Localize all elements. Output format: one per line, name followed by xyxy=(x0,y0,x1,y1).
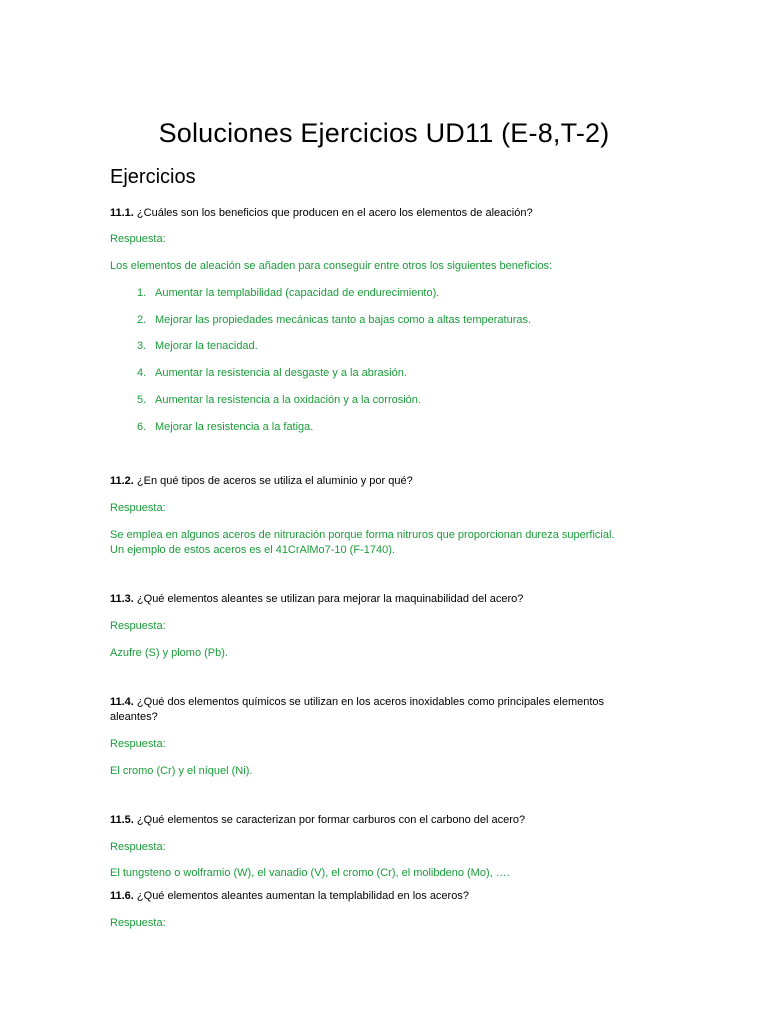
question-text: ¿Qué elementos aleantes aumentan la templabilidad en los aceros? xyxy=(133,890,469,902)
question-text: ¿Qué dos elementos químicos se utilizan en los aceros inoxidables como principales elementos xyxy=(133,696,605,708)
question-11-2 xyxy=(110,474,660,489)
question-number: 11.6. xyxy=(110,890,134,902)
answer-label: Respuesta: xyxy=(110,620,166,632)
question-number: 11.2. xyxy=(110,475,134,487)
answer-line: Azufre (S) y plomo (Pb). xyxy=(110,647,228,659)
question-text: ¿Qué elementos se caracterizan por formar carburos con el carbono del acero? xyxy=(133,814,526,826)
question-11-6 xyxy=(110,889,660,904)
question-text-continued: aleantes? xyxy=(110,711,158,723)
answer-line: Se emplea en algunos aceros de nitruración porque forma nitruros que proporcionan dureza superficial. xyxy=(110,529,615,541)
answer-line: Un ejemplo de estos aceros es el 41CrAlMo7-10 (F-1740). xyxy=(110,544,395,556)
answer-line: El cromo (Cr) y el níquel (Ni). xyxy=(110,765,253,777)
answer-label: Respuesta: xyxy=(110,738,166,750)
question-11-4 xyxy=(110,695,660,710)
question-11-3 xyxy=(110,592,660,607)
question-number: 11.4. xyxy=(110,696,134,708)
question-number: 11.5. xyxy=(110,814,134,826)
answer-intro: Los elementos de aleación se añaden para conseguir entre otros los siguientes beneficios: xyxy=(110,260,553,272)
answer-label: Respuesta: xyxy=(110,917,166,929)
question-number: 11.1. xyxy=(110,207,134,219)
question-text: ¿En qué tipos de aceros se utiliza el aluminio y por qué? xyxy=(133,475,413,487)
answer-label: Respuesta: xyxy=(110,841,166,853)
question-11-1 xyxy=(110,206,660,221)
question-text: ¿Qué elementos aleantes se utilizan para mejorar la maquinabilidad del acero? xyxy=(133,593,524,605)
question-11-5 xyxy=(110,813,660,828)
page-title: Soluciones Ejercicios UD11 (E-8,T-2) xyxy=(158,118,610,148)
question-text: ¿Cuáles son los beneficios que producen en el acero los elementos de aleación? xyxy=(133,207,533,219)
question-number: 11.3. xyxy=(110,593,134,605)
answer-label: Respuesta: xyxy=(110,233,166,245)
document-page: Soluciones Ejercicios UD11 (E-8,T-2) Ejercicios 11.1. ¿Cuáles son los beneficios que producen en el acero los elementos de aleación? Respuesta: Los elementos de aleación se añaden para conseguir entre otros los siguientes beneficios: 1. Aumentar la templabilidad (capacidad de endurecimiento). 2. Mejorar las propiedades mecánicas tanto a bajas como a altas temperaturas. 3. Mejorar la tenacidad. 4. Aumentar la resistencia al desgaste y a la abrasión. 5. Aumentar la resistencia a la oxidación y a la corrosión. 6. Mejorar la resistencia a la fatiga. 11.2. ¿En qué tipos de aceros se utiliza el aluminio y por qué? Respuesta: Se emplea en algunos aceros de nitruración porque forma nitruros que proporcionan dureza superficial. Un ejemplo de estos aceros es el 41CrAlMo7-10 (F-1740). 11.3. ¿Qué elementos aleantes se utilizan para mejorar la maquinabilidad del acero? Respuesta: Azufre (S) y plomo (Pb). 11.4. ¿Qué dos elementos químicos se utilizan en los aceros inoxidables como principales elementos aleantes? Respuesta: El cromo (Cr) y el níquel (Ni). 11.5. ¿Qué elementos se caracterizan por formar carburos con el carbono del acero? Respuesta: El tungsteno o wolframio (W), el vanadio (V), el cromo (Cr), el molibdeno (Mo), …. 11.6. ¿Qué elementos aleantes aumentan la templabilidad en los aceros? Respuesta: xyxy=(0,0,768,1024)
answer-label: Respuesta: xyxy=(110,502,166,514)
answer-line: El tungsteno o wolframio (W), el vanadio (V), el cromo (Cr), el molibdeno (Mo), …. xyxy=(110,867,510,879)
section-heading: Ejercicios xyxy=(110,166,196,188)
